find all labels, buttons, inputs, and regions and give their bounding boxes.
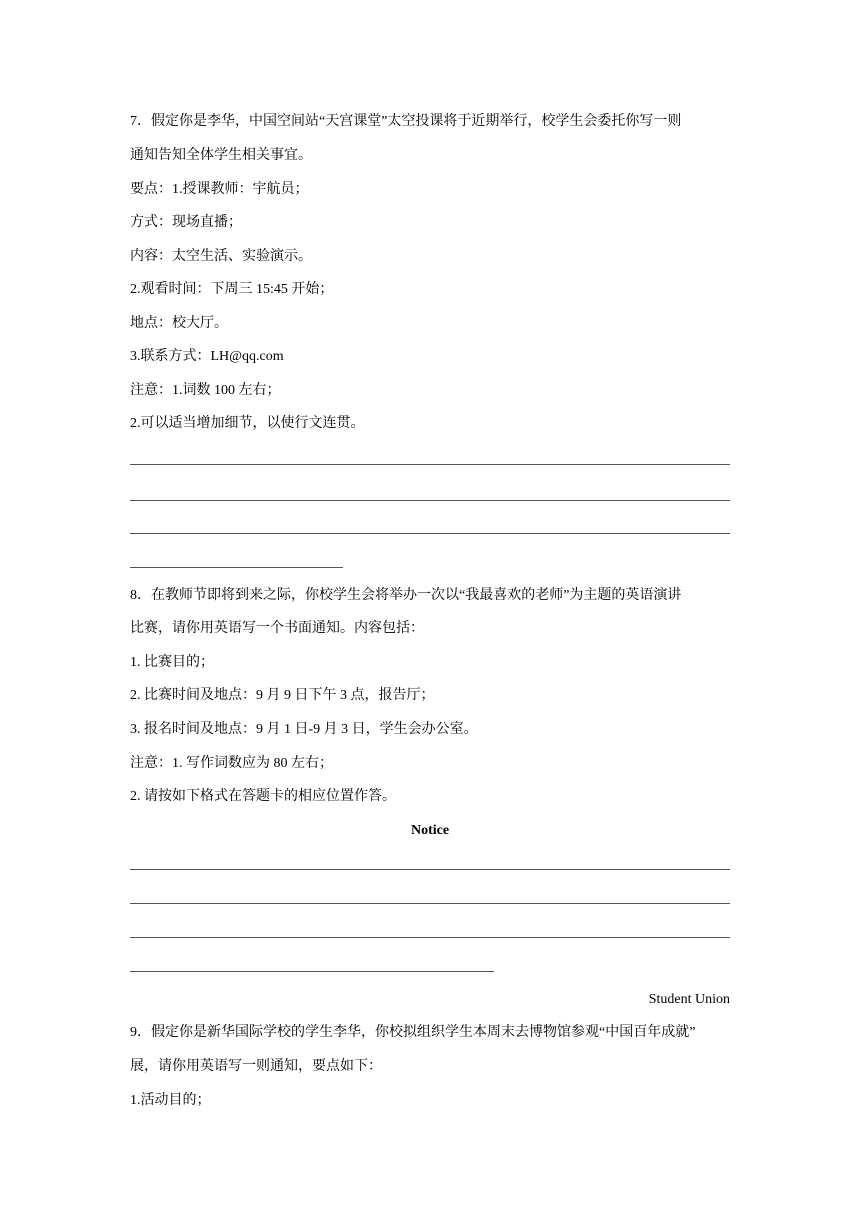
q7-note-word-count: 注意：1.词数 100 左右；: [130, 383, 281, 398]
q8-point-signup: 3. 报名时间及地点：9 月 1 日-9 月 3 日，学生会办公室。: [130, 722, 478, 737]
document-page: [130, 0, 730, 1216]
q8-note-word-count: 注意：1. 写作词数应为 80 左右；: [130, 756, 333, 771]
q8-answer-line-short: [130, 971, 494, 972]
q7-point-place: 地点：校大厅。: [130, 316, 228, 331]
q7-point-teacher: 要点：1.授课教师：宇航员；: [130, 182, 309, 197]
q7-point-content: 内容：太空生活、实验演示。: [130, 249, 312, 264]
q8-note-format: 2. 请按如下格式在答题卡的相应位置作答。: [130, 789, 396, 804]
q8-answer-line: [130, 937, 730, 938]
q7-answer-line: [130, 500, 730, 501]
q8-prompt-line-2: 比赛，请你用英语写一个书面通知。内容包括：: [130, 621, 424, 636]
q7-answer-line: [130, 464, 730, 465]
notice-title: Notice: [410, 823, 450, 838]
q7-prompt-line-2: 通知告知全体学生相关事宜。: [130, 148, 312, 163]
signature-student-union: Student Union: [648, 992, 730, 1007]
q8-prompt-line-1: 8．在教师节即将到来之际，你校学生会将举办一次以“我最喜欢的老师”为主题的英语演讲: [130, 588, 682, 603]
q9-prompt-line-2: 展，请你用英语写一则通知，要点如下：: [130, 1059, 382, 1074]
q7-point-time: 2.观看时间：下周三 15:45 开始；: [130, 282, 334, 297]
q7-point-contact: 3.联系方式：LH@qq.com: [130, 349, 284, 364]
q7-answer-line-short: [130, 567, 343, 568]
q7-prompt-line-1: 7．假定你是李华，中国空间站“天宫课堂”太空投课将于近期举行，校学生会委托你写一则: [130, 114, 682, 129]
q8-point-time-place: 2. 比赛时间及地点：9 月 9 日下午 3 点，报告厅；: [130, 688, 435, 703]
q7-point-method: 方式：现场直播；: [130, 215, 242, 230]
q8-answer-line: [130, 869, 730, 870]
q8-point-purpose: 1. 比赛目的；: [130, 655, 214, 670]
q7-note-details: 2.可以适当增加细节，以使行文连贯。: [130, 416, 365, 431]
q9-point-purpose: 1.活动目的；: [130, 1093, 211, 1108]
q8-answer-line: [130, 903, 730, 904]
q7-answer-line: [130, 533, 730, 534]
q9-prompt-line-1: 9．假定你是新华国际学校的学生李华，你校拟组织学生本周末去博物馆参观“中国百年成就”: [130, 1025, 696, 1040]
